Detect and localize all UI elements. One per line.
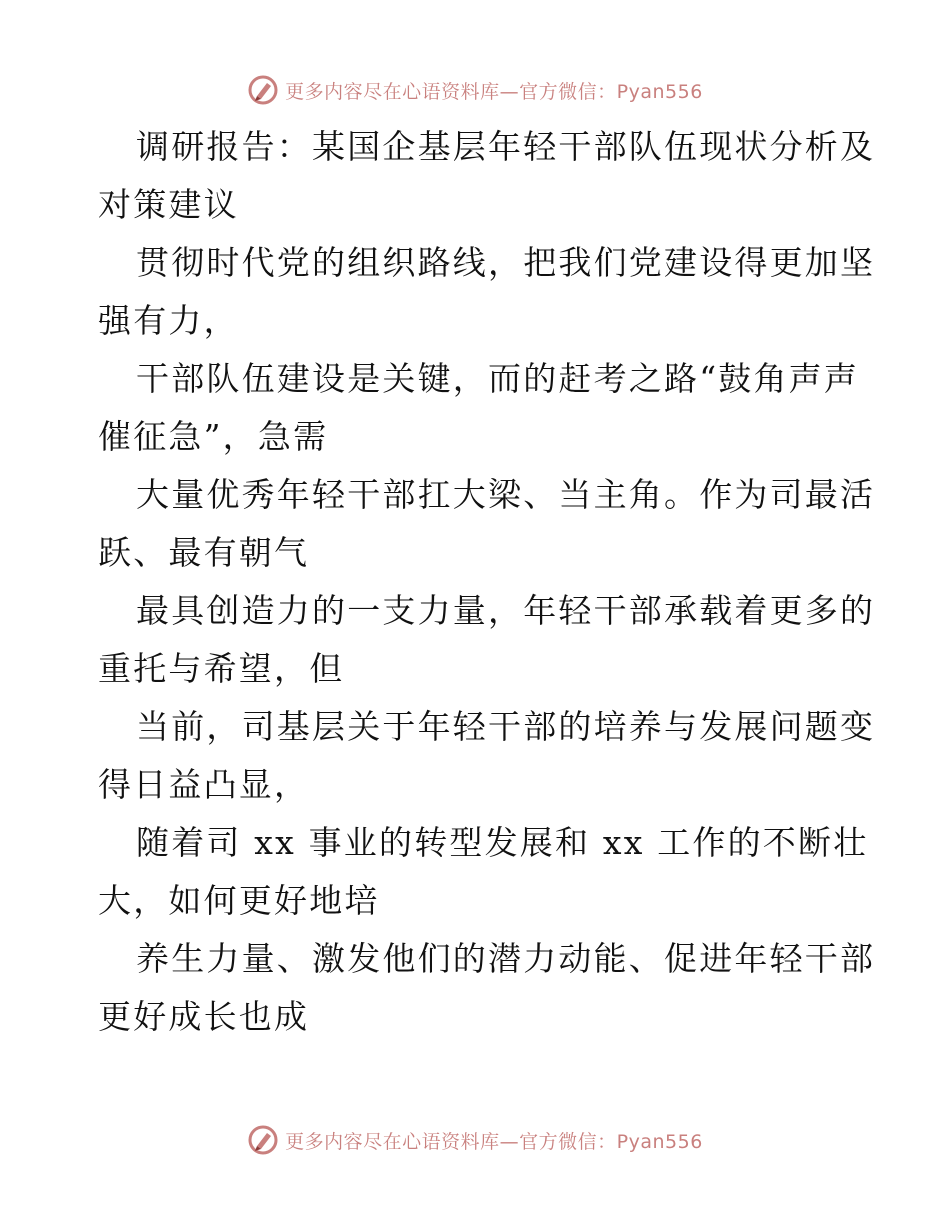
paragraph-line: 强有力， [98,301,239,340]
paragraph-line: 干部队伍建设是关键，而的赶考之路“鼓角声声 [136,359,860,398]
paragraph-line: 大，如何更好地培 [98,881,380,920]
paragraph [98,698,876,814]
paragraph-line: 调研报告：某国企基层年轻干部队伍现状分析及 [136,127,876,166]
paragraph [98,582,876,698]
watermark-text: 更多内容尽在心语资料库—官方微信：Pyan556 [285,80,703,103]
paragraph-line: 得日益凸显， [98,765,310,804]
paragraph-line: 更好成长也成 [98,997,310,1036]
paragraph [98,466,876,582]
document-body [98,118,876,1046]
paragraph-line: 随着司 xx 事业的转型发展和 xx 工作的不断壮 [136,823,869,862]
paragraph [98,930,876,1046]
paragraph-line: 跃、最有朝气 [98,533,310,572]
paragraph-line: 对策建议 [98,185,239,224]
pen-logo-icon [247,74,279,106]
paragraph [98,234,876,350]
paragraph [98,118,876,234]
paragraph [98,350,858,466]
paragraph-line: 催征急”，急需 [98,417,329,456]
paragraph-line: 当前，司基层关于年轻干部的培养与发展问题变 [136,707,876,746]
paragraph-line: 最具创造力的一支力量，年轻干部承载着更多的 [136,591,876,630]
paragraph-line: 养生力量、激发他们的潜力动能、促进年轻干部 [136,939,876,978]
paragraph-line: 大量优秀年轻干部扛大梁、当主角。作为司最活 [136,475,876,514]
footer-watermark [0,1120,950,1160]
paragraph-line: 重托与希望，但 [98,649,345,688]
paragraph [98,814,869,930]
pen-logo-icon [247,1124,279,1156]
paragraph-line: 贯彻时代党的组织路线，把我们党建设得更加坚 [136,243,876,282]
header-watermark [0,70,950,110]
watermark-text: 更多内容尽在心语资料库—官方微信：Pyan556 [285,1130,703,1153]
